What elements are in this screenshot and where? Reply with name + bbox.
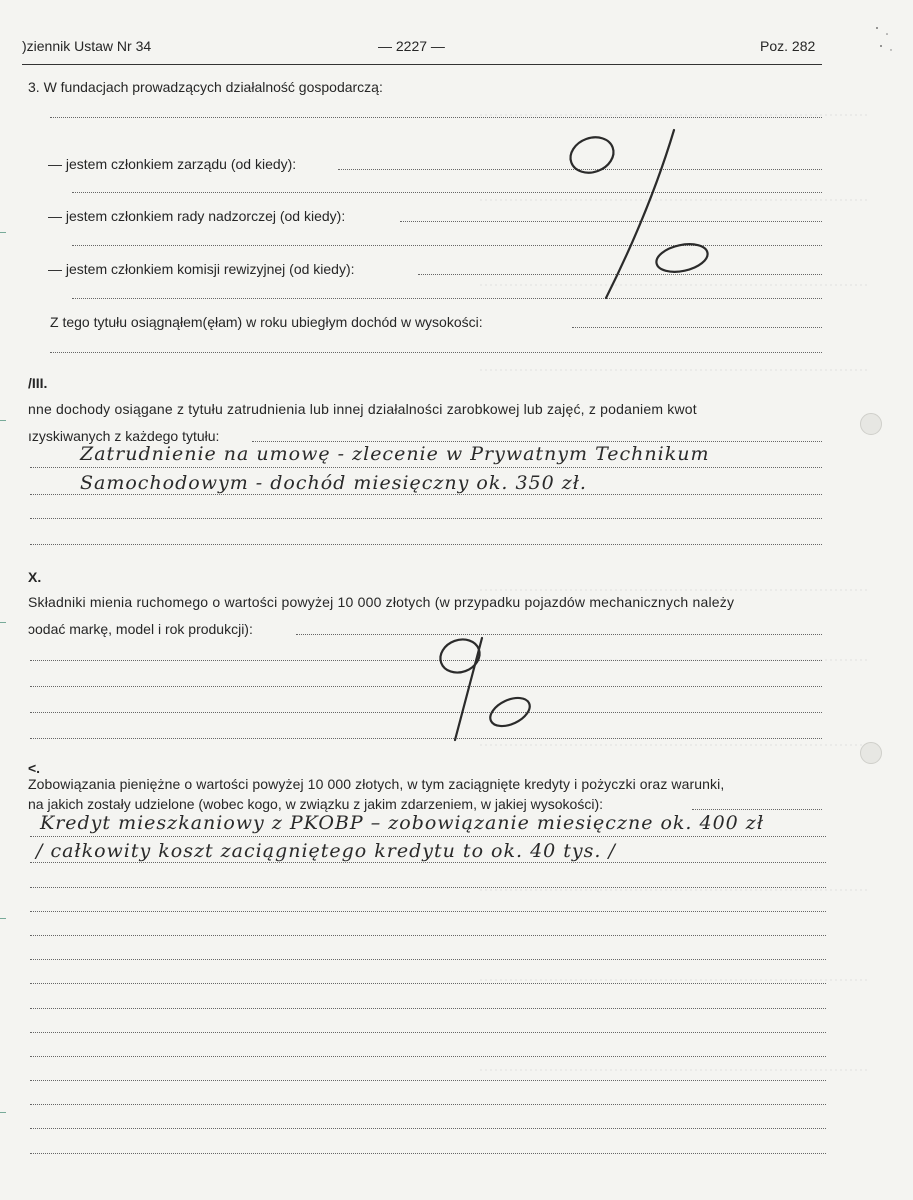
punch-hole: [860, 742, 882, 764]
dotted-line: [30, 862, 826, 863]
section3-heading: 3. W fundacjach prowadzących działalność gospodarczą:: [28, 79, 383, 95]
header-divider: [22, 64, 822, 65]
dotted-line: [30, 660, 822, 661]
section8-numeral: /III.: [28, 375, 48, 391]
strike-mark-section3: [566, 130, 711, 298]
dotted-line: [692, 809, 822, 810]
income-label: Z tego tytułu osiągnąłem(ęłam) w roku ubiegłym dochód w wysokości:: [50, 314, 483, 330]
dotted-line: [30, 959, 826, 960]
scan-flecks: [869, 20, 899, 60]
dotted-line: [72, 192, 822, 193]
dotted-line: [400, 221, 822, 222]
dotted-line: [72, 245, 822, 246]
dotted-line: [30, 935, 826, 936]
dotted-line: [30, 738, 822, 739]
dotted-line: [30, 712, 822, 713]
dotted-line: [30, 911, 826, 912]
dotted-line: [30, 467, 822, 468]
dotted-line: [30, 1128, 826, 1129]
dotted-line: [30, 836, 826, 837]
dotted-line: [30, 1032, 826, 1033]
journal-title: )ziennik Ustaw Nr 34: [22, 38, 152, 54]
dotted-line: [30, 544, 822, 545]
handwritten-mortgage: Kredyt mieszkaniowy z PKOBP – zobowiązanie miesięczne ok. 400 zł: [40, 812, 764, 834]
dotted-line: [252, 441, 822, 442]
handwritten-mortgage-total: / całkowity koszt zaciągniętego kredytu to ok. 40 tys. /: [36, 840, 616, 862]
dotted-line: [418, 274, 822, 275]
handwritten-income: Samochodowym - dochód miesięczny ok. 350 zł.: [80, 472, 587, 494]
dotted-line: [30, 1153, 826, 1154]
dotted-line: [30, 1104, 826, 1105]
page-number: — 2227 —: [378, 38, 445, 54]
audit-committee-label: — jestem członkiem komisji rewizyjnej (od kiedy):: [48, 261, 355, 277]
dotted-line: [72, 298, 822, 299]
strike-mark-section9: [436, 634, 534, 740]
dotted-line: [30, 686, 822, 687]
dotted-line: [30, 1080, 826, 1081]
margin-mark: [0, 1112, 6, 1113]
margin-mark: [0, 232, 6, 233]
dotted-line: [30, 1008, 826, 1009]
section9-description-cont: ɔodać markę, model i rok produkcji):: [28, 621, 253, 637]
supervisory-board-label: — jestem członkiem rady nadzorczej (od kiedy):: [48, 208, 346, 224]
margin-mark: [0, 622, 6, 623]
dotted-line: [338, 169, 822, 170]
dotted-line: [30, 518, 822, 519]
margin-mark: [0, 918, 6, 919]
section10-numeral: <.: [28, 760, 41, 776]
dotted-line: [30, 983, 826, 984]
dotted-line: [50, 117, 822, 118]
dotted-line: [30, 494, 822, 495]
dotted-line: [296, 634, 822, 635]
section9-description: Składniki mienia ruchomego o wartości powyżej 10 000 złotych (w przypadku pojazdów mechanicznych należy: [28, 594, 735, 610]
dotted-line: [572, 327, 822, 328]
margin-mark: [0, 420, 6, 421]
dotted-line: [30, 887, 826, 888]
dotted-line: [30, 1056, 826, 1057]
section8-description-cont: ızyskiwanych z każdego tytułu:: [28, 428, 220, 444]
section9-numeral: X.: [28, 569, 42, 585]
section8-description: nne dochody osiągane z tytułu zatrudnienia lub innej działalności zarobkowej lub zajęć, z podaniem kwot: [28, 401, 697, 417]
board-member-label: — jestem członkiem zarządu (od kiedy):: [48, 156, 297, 172]
position-number: Poz. 282: [760, 38, 816, 54]
punch-hole: [860, 413, 882, 435]
handwritten-employment: Zatrudnienie na umowę - zlecenie w Prywatnym Technikum: [80, 443, 710, 465]
section10-description: Zobowiązania pieniężne o wartości powyżej 10 000 złotych, w tym zaciągnięte kredyty i pożyczki oraz warunki,: [28, 776, 725, 792]
section10-description-cont: na jakich zostały udzielone (wobec kogo, w związku z jakim zdarzeniem, w jakiej wysokości):: [28, 796, 604, 812]
dotted-line: [50, 352, 822, 353]
